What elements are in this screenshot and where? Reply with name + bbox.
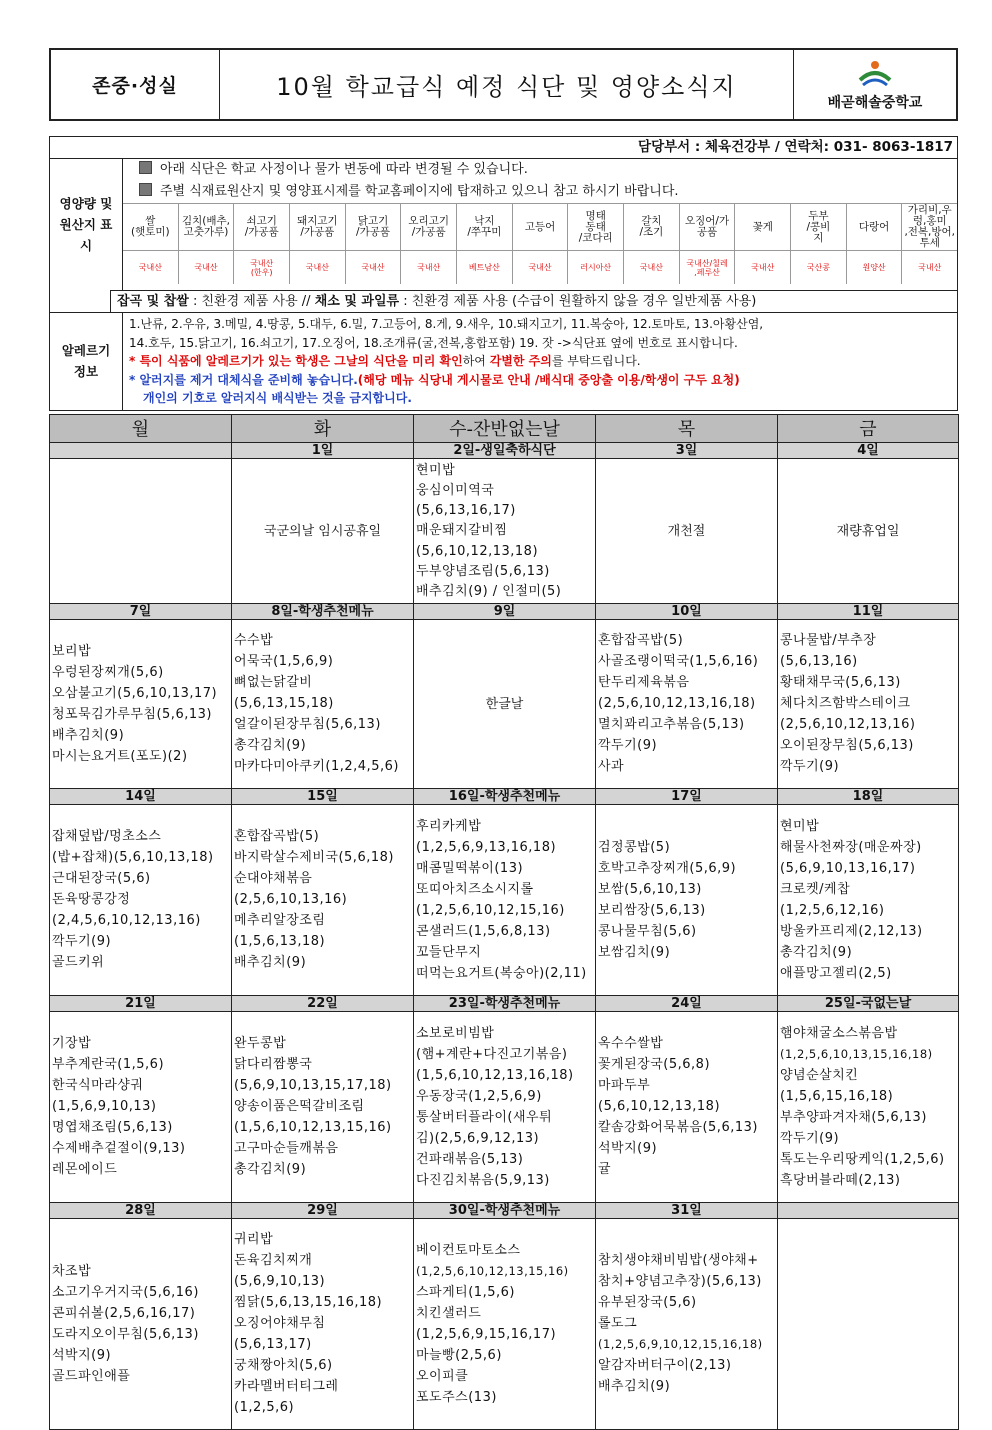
menu-item: 도라지오이무침(5,6,13) <box>52 1326 199 1342</box>
origin-food: 돼지고기 /가공품 <box>290 204 345 251</box>
organic-row <box>50 290 957 312</box>
menu-item: 바지락살수제비국(5,6,18) <box>234 850 394 865</box>
school-name: 배곧해솔중학교 <box>827 94 923 111</box>
menu-item: 부추양파겨자채(5,6,13) <box>780 1109 927 1125</box>
menu-item: 크로켓/케찹 <box>780 881 851 897</box>
menu-item: 스파게티(1,5,6) <box>416 1284 515 1300</box>
menu-item: (1,2,5,6,9,13,16,18) <box>416 839 557 855</box>
weekday-header: 목 <box>596 414 778 442</box>
menu-cell <box>778 1011 959 1202</box>
menu-item: 유부된장국(5,6) <box>598 1295 697 1310</box>
menu-item: (5,6,13,16) <box>780 654 858 669</box>
menu-item: 혼합잡곡밥(5) <box>598 633 684 648</box>
menu-item: 총각김치(9) <box>234 738 307 753</box>
date-label <box>50 442 232 458</box>
menu-item: 어묵국(1,5,6,9) <box>234 654 334 669</box>
menu-item: (5,6,13,16,17) <box>416 503 516 519</box>
menu-item: 깍두기(9) <box>52 934 112 949</box>
menu-item: (1,5,6,10,12,13,16,18) <box>416 1067 574 1083</box>
menu-item: 명엽채조림(5,6,13) <box>52 1120 173 1135</box>
menu-item: 콩나물무침(5,6) <box>598 923 697 939</box>
menu-item: 햄야채굴소스볶음밥 <box>780 1025 898 1041</box>
menu-cell <box>50 804 232 995</box>
origin-item <box>290 204 346 284</box>
menu-item: (1,5,6,15,16,18) <box>780 1088 894 1104</box>
menu-cell <box>778 458 959 603</box>
menu-item: 칼솜강화어묵볶음(5,6,13) <box>598 1120 758 1135</box>
date-label: 28일 <box>50 1202 232 1218</box>
origin-food: 쌀 (햇토미) <box>123 204 178 251</box>
menu-item: 해물사천짜장(매운짜장) <box>780 839 922 855</box>
menu-item: 탄두리제육볶음 <box>598 675 690 690</box>
weekday-header: 화 <box>232 414 414 442</box>
menu-item: 마파두부 <box>598 1078 651 1093</box>
menu-item: (2,5,6,10,12,13,16) <box>780 717 916 732</box>
menu-item: 흑당버블라떼(2,13) <box>780 1172 901 1188</box>
allergy-list-2: 14.호두, 15.닭고기, 16.쇠고기, 17.오징어, 18.조개류(굴,전복,홍합포함) 19. 잣 ->식단표 옆에 번호로 표시합니다. <box>129 335 738 350</box>
date-label: 2일-생일축하식단 <box>414 442 596 458</box>
origin-country: 국내산 <box>528 263 552 272</box>
holiday-label: 개천절 <box>667 524 706 539</box>
menu-item: 호박고추장찌개(5,6,9) <box>598 860 737 876</box>
page-title: 10월 학교급식 예정 식단 및 영양소식지 <box>220 50 794 119</box>
menu-item: (1,2,5,6,10,12,13,15,16) <box>416 1263 569 1278</box>
menu-item: 배추김치(9) <box>52 727 125 743</box>
date-label: 24일 <box>596 995 778 1011</box>
menu-cell <box>596 1011 778 1202</box>
menu-item: 찜닭(5,6,13,15,16,18) <box>234 1295 383 1310</box>
menu-item: 근대된장국(5,6) <box>52 871 151 886</box>
menu-item: (5,6,10,12,13,18) <box>416 543 539 559</box>
origin-label: 영양량 및 원산지 표시 <box>50 159 123 290</box>
menu-item: 깍두기(9) <box>598 738 658 753</box>
origin-item <box>624 204 680 284</box>
menu-item: 보쌈(5,6,10,13) <box>598 881 702 897</box>
school-logo-icon <box>856 58 894 90</box>
menu-item: 뼈없는닭갈비 <box>234 675 313 690</box>
menu-item: 닭다리짬뽕국 <box>234 1057 313 1072</box>
origin-country: 국내산 <box>639 263 663 272</box>
menu-item: 보리쌈장(5,6,13) <box>598 902 706 918</box>
menu-cell <box>232 458 414 603</box>
origin-country: 국내산 <box>417 263 441 272</box>
menu-item: 혼합잡곡밥(5) <box>234 829 320 844</box>
menu-cell <box>414 1011 596 1202</box>
menu-item: 황태채무국(5,6,13) <box>780 675 901 690</box>
date-label: 22일 <box>232 995 414 1011</box>
school-motto: 존중·성실 <box>92 75 178 97</box>
origin-country: 국내산/칠레 ,페루산 <box>686 258 728 277</box>
menu-item: 배추김치(9) <box>598 1379 671 1394</box>
menu-cell <box>232 619 414 788</box>
origin-item <box>234 204 290 284</box>
menu-item: 또띠아치즈소시지롤 <box>416 881 534 897</box>
menu-item: 꼬들단무지 <box>416 944 482 960</box>
menu-item: 롤도그 <box>598 1316 638 1331</box>
origin-food: 고등어 <box>513 204 568 251</box>
menu-item: 수제배추겉절이(9,13) <box>52 1141 186 1156</box>
origin-food: 쇠고기 /가공품 <box>234 204 289 251</box>
menu-item: 참치생야채비빔밥(생야채+ <box>598 1253 759 1268</box>
page <box>49 48 958 1430</box>
date-label: 25일-국없는날 <box>778 995 959 1011</box>
menu-item: 현미밥 <box>416 462 456 478</box>
holiday-label: 재량휴업일 <box>836 524 900 539</box>
origin-food: 가리비,우렁,홍미 ,전복,방어,투세 <box>902 204 957 251</box>
cube-icon <box>139 183 152 196</box>
menu-item: (5,6,9,10,13) <box>234 1274 326 1289</box>
menu-item: (5,6,9,10,13,15,17,18) <box>234 1078 392 1093</box>
menu-cell <box>596 619 778 788</box>
holiday-label: 한글날 <box>485 697 524 712</box>
motto-box <box>51 50 220 119</box>
origin-item <box>346 204 402 284</box>
origin-food: 꽃게 <box>735 204 790 251</box>
menu-item: 얼갈이된장무침(5,6,13) <box>234 717 381 732</box>
menu-item: 보리밥 <box>52 643 92 659</box>
menu-item: (2,5,6,10,12,13,16,18) <box>598 696 756 711</box>
menu-item: 카라멜버터티그레 <box>234 1379 339 1394</box>
menu-item: 순대야채볶음 <box>234 871 313 886</box>
menu-cell <box>232 804 414 995</box>
menu-item: 기장밥 <box>52 1036 92 1051</box>
menu-item: 보쌈김치(9) <box>598 944 671 960</box>
menu-item: 두부양념조림(5,6,13) <box>416 563 550 579</box>
origin-country: 베트남산 <box>468 263 500 272</box>
origin-item <box>680 204 736 284</box>
info-panel <box>49 136 958 411</box>
allergy-info <box>123 313 957 410</box>
origin-item <box>902 204 957 284</box>
menu-item: 현미밥 <box>780 818 820 834</box>
department-contact: 담당부서 : 체육건강부 / 연락처: 031- 8063-1817 <box>50 137 957 159</box>
origin-country: 국내산 <box>138 263 162 272</box>
menu-item: 치킨샐러드 <box>416 1305 482 1321</box>
menu-item: 레몬에이드 <box>52 1162 118 1177</box>
menu-item: 부추계란국(1,5,6) <box>52 1057 165 1072</box>
menu-item: 건파래볶음(5,13) <box>416 1151 524 1167</box>
menu-item: (5,6,13,17) <box>234 1337 312 1352</box>
menu-item: 오징어야채무침 <box>234 1316 326 1331</box>
menu-cell <box>778 804 959 995</box>
date-label: 7일 <box>50 603 232 619</box>
date-label <box>778 1202 959 1218</box>
menu-item: 골드키위 <box>52 955 105 970</box>
allergy-section <box>50 312 957 410</box>
menu-item: (2,5,6,10,13,16) <box>234 892 348 907</box>
menu-item: 양송이품은떡갈비조림 <box>234 1099 365 1114</box>
menu-item: 콘샐러드(1,5,6,8,13) <box>416 923 551 939</box>
menu-item: 웅심이미역국 <box>416 482 495 498</box>
origin-item <box>513 204 569 284</box>
menu-item: (1,5,6,13,18) <box>234 934 326 949</box>
origin-food: 명태 동태 /코다리 <box>568 204 623 251</box>
menu-item: 우렁된장찌개(5,6) <box>52 664 164 680</box>
origin-item <box>568 204 624 284</box>
date-label: 9일 <box>414 603 596 619</box>
origin-country: 러시아산 <box>580 263 612 272</box>
menu-cell <box>414 804 596 995</box>
origin-country: 국내산 <box>194 263 218 272</box>
menu-item: 검정콩밥(5) <box>598 839 671 855</box>
menu-item: 귤 <box>598 1162 612 1177</box>
menu-item: (1,5,6,9,10,13) <box>52 1099 157 1114</box>
date-label: 8일-학생추천메뉴 <box>232 603 414 619</box>
notice-2: 주별 식재료원산지 및 영양표시제를 학교홈페이지에 탑재하고 있으니 참고 하시기 바랍니다. <box>123 181 957 203</box>
menu-item: 석박지(9) <box>52 1347 112 1363</box>
menu-item: 총각김치(9) <box>234 1162 307 1177</box>
menu-item: 배추김치(9) / 인절미(5) <box>416 584 562 600</box>
menu-item: (5,6,13,15,18) <box>234 696 334 711</box>
origin-item <box>847 204 903 284</box>
date-label: 11일 <box>778 603 959 619</box>
date-label: 31일 <box>596 1202 778 1218</box>
menu-table <box>49 414 959 1430</box>
origin-item <box>457 204 513 284</box>
menu-item: 청포묵김가루무침(5,6,13) <box>52 706 212 722</box>
date-label: 15일 <box>232 788 414 804</box>
menu-item: 방울카프리제(2,12,13) <box>780 923 923 939</box>
date-label: 14일 <box>50 788 232 804</box>
menu-item: (1,2,5,6) <box>234 1400 295 1415</box>
menu-item: 고구마순들깨볶음 <box>234 1141 339 1156</box>
menu-item: 콘피쉬볼(2,5,6,16,17) <box>52 1305 196 1321</box>
weekday-header: 월 <box>50 414 232 442</box>
menu-item: (1,2,5,6,10,12,15,16) <box>416 902 565 918</box>
date-label: 10일 <box>596 603 778 619</box>
origin-item <box>401 204 457 284</box>
menu-cell <box>596 458 778 603</box>
date-label: 21일 <box>50 995 232 1011</box>
menu-item: 애플망고젤리(2,5) <box>780 965 892 981</box>
menu-item: 후리카케밥 <box>416 818 482 834</box>
menu-cell <box>50 619 232 788</box>
menu-cell <box>232 1011 414 1202</box>
menu-cell <box>232 1218 414 1429</box>
menu-item: (1,5,6,10,12,13,15,16) <box>234 1120 392 1135</box>
allergy-warning: * 특이 식품에 알레르기가 있는 학생은 그날의 식단을 미리 확인하여 각별한 주의를 부탁드립니다. <box>129 354 641 368</box>
menu-item: 돈육김치찌개 <box>234 1253 313 1268</box>
menu-item: (1,2,5,6,9,10,12,15,16,18) <box>598 1337 763 1351</box>
origin-food: 오리고기 /가공품 <box>401 204 456 251</box>
menu-item: 우동장국(1,2,5,6,9) <box>416 1088 542 1104</box>
origin-item <box>179 204 235 284</box>
origin-country: 국내산 <box>751 263 775 272</box>
menu-item: 깍두기(9) <box>780 1130 840 1146</box>
menu-item: 옥수수쌀밥 <box>598 1036 664 1051</box>
menu-item: (1,2,5,6,9,15,16,17) <box>416 1326 557 1342</box>
menu-item: 수수밥 <box>234 633 274 648</box>
origin-section <box>50 159 957 290</box>
menu-item: 마카다미아쿠키(1,2,4,5,6) <box>234 759 399 774</box>
menu-item: 포도주스(13) <box>416 1389 497 1405</box>
menu-item: 베이컨토마토소스 <box>416 1242 521 1258</box>
weekday-header: 수-잔반없는날 <box>414 414 596 442</box>
origin-grid <box>123 203 957 284</box>
origin-country: 국산콩 <box>806 263 830 272</box>
menu-cell <box>414 458 596 603</box>
origin-food: 갈치 /조기 <box>624 204 679 251</box>
menu-item: 궁채짱아치(5,6) <box>234 1358 333 1373</box>
menu-item: 총각김치(9) <box>780 944 853 960</box>
origin-country: 국내산 (한우) <box>250 258 274 277</box>
menu-cell <box>596 804 778 995</box>
menu-item: 차조밥 <box>52 1263 92 1279</box>
menu-cell <box>414 619 596 788</box>
menu-item: 메추리알장조림 <box>234 913 326 928</box>
menu-item: 소고기우거지국(5,6,16) <box>52 1284 199 1300</box>
menu-item: (햄+계란+다진고기볶음) <box>416 1046 568 1062</box>
menu-item: 양념순살치킨 <box>780 1067 859 1083</box>
menu-cell <box>50 1218 232 1429</box>
menu-item: 매운돼지갈비찜 <box>416 523 508 539</box>
date-label: 29일 <box>232 1202 414 1218</box>
menu-item: 골드파인애플 <box>52 1368 131 1384</box>
header <box>49 48 958 121</box>
origin-country: 국내산 <box>305 263 329 272</box>
allergy-list-1: 1.난류, 2.우유, 3.메밀, 4.땅콩, 5.대두, 6.밀, 7.고등어, 8.게, 9.새우, 10.돼지고기, 11.복숭아, 12.토마토, 13.아황산염, <box>129 317 764 331</box>
menu-item: 떠먹는요거트(복숭아)(2,11) <box>416 965 587 981</box>
menu-item: 멸치꽈리고추볶음(5,13) <box>598 717 745 732</box>
menu-item: 콩나물밥/부추장 <box>780 633 877 648</box>
menu-item: (1,2,5,6,10,13,15,16,18) <box>780 1046 933 1061</box>
menu-item: 매콤밀떡볶이(13) <box>416 860 524 876</box>
holiday-label: 국군의날 임시공휴일 <box>263 524 382 539</box>
menu-item: 사과 <box>598 759 625 774</box>
menu-item: 잡채덮밥/멍초소스 <box>52 829 162 844</box>
menu-item: 깍두기(9) <box>780 759 840 774</box>
organic-note: 잡곡 및 찹쌀 : 친환경 제품 사용 // 채소 및 과일류 : 친환경 제품 사용 (수급이 원활하지 않을 경우 일반제품 사용) <box>111 290 957 312</box>
date-label: 16일-학생추천메뉴 <box>414 788 596 804</box>
date-label: 30일-학생추천메뉴 <box>414 1202 596 1218</box>
menu-item: (5,6,9,10,13,16,17) <box>780 860 916 876</box>
menu-item: 석박지(9) <box>598 1141 658 1156</box>
date-label: 1일 <box>232 442 414 458</box>
menu-item: (2,4,5,6,10,12,13,16) <box>52 913 201 928</box>
date-label: 4일 <box>778 442 959 458</box>
menu-item: 참치+양념고추장)(5,6,13) <box>598 1274 762 1289</box>
origin-item <box>735 204 791 284</box>
origin-country: 원양산 <box>862 263 886 272</box>
menu-item: (밥+잡채)(5,6,10,13,18) <box>52 850 214 865</box>
origin-food: 오징어/가 공품 <box>680 204 735 251</box>
date-label: 17일 <box>596 788 778 804</box>
menu-item: 귀리밥 <box>234 1232 274 1247</box>
allergy-alternative: * 알러지를 제거 대체식을 준비해 놓습니다.(해당 메뉴 식당내 게시물로 안내 /배식대 중앙출 이용/학생이 구두 요청) <box>129 372 740 387</box>
origin-item <box>123 204 179 284</box>
origin-country: 국내산 <box>918 263 942 272</box>
origin-food: 김치(배추, 고춧가루) <box>179 204 234 251</box>
menu-item: 오이피클 <box>416 1368 469 1384</box>
menu-item: 알감자버터구이(2,13) <box>598 1358 732 1373</box>
cube-icon <box>139 161 152 174</box>
date-label: 3일 <box>596 442 778 458</box>
menu-cell <box>778 619 959 788</box>
weekday-header: 금 <box>778 414 959 442</box>
menu-cell <box>50 1011 232 1202</box>
menu-item: 한국식마라샹궈 <box>52 1078 144 1093</box>
menu-item: 꽃게된장국(5,6,8) <box>598 1057 711 1072</box>
origin-item <box>791 204 847 284</box>
menu-cell <box>50 458 232 603</box>
menu-item: 김)(2,5,6,9,12,13) <box>416 1130 540 1146</box>
menu-cell <box>414 1218 596 1429</box>
menu-item: 오삼불고기(5,6,10,13,17) <box>52 685 218 701</box>
menu-item: 통살버터플라이(새우튀 <box>416 1109 553 1125</box>
origin-food: 두부 /콩비 지 <box>791 204 846 251</box>
date-label: 23일-학생추천메뉴 <box>414 995 596 1011</box>
menu-item: (5,6,10,12,13,18) <box>598 1099 721 1114</box>
menu-item: 돈육땅콩강정 <box>52 892 131 907</box>
menu-item: (1,2,5,6,12,16) <box>780 902 885 918</box>
menu-item: 소보로비빔밥 <box>416 1025 495 1041</box>
menu-item: 사골조랭이떡국(1,5,6,16) <box>598 654 759 669</box>
origin-food: 낙지 /쭈꾸미 <box>457 204 512 251</box>
origin-country: 국내산 <box>361 263 385 272</box>
menu-item: 톡도는우리땅케익(1,2,5,6) <box>780 1151 945 1167</box>
menu-item: 마시는요거트(포도)(2) <box>52 748 188 764</box>
menu-item: 오이된장무침(5,6,13) <box>780 738 914 753</box>
menu-item: 체다치즈함박스테이크 <box>780 696 911 711</box>
origin-food: 다랑어 <box>847 204 902 251</box>
menu-item: 배추김치(9) <box>234 955 307 970</box>
menu-cell <box>778 1218 959 1429</box>
date-label: 18일 <box>778 788 959 804</box>
allergy-rule: 개인의 기호로 알러지식 배식받는 것을 금지합니다. <box>143 391 412 405</box>
school-logo-box <box>794 50 956 119</box>
notice-1: 아래 식단은 학교 사정이나 물가 변동에 따라 변경될 수 있습니다. <box>123 159 957 181</box>
menu-item: 다진김치볶음(5,9,13) <box>416 1172 550 1188</box>
allergy-label: 알레르기 정보 <box>50 313 123 410</box>
origin-food: 닭고기 /가공품 <box>346 204 401 251</box>
menu-item: 마늘빵(2,5,6) <box>416 1347 502 1363</box>
menu-item: 완두콩밥 <box>234 1036 287 1051</box>
menu-cell <box>596 1218 778 1429</box>
